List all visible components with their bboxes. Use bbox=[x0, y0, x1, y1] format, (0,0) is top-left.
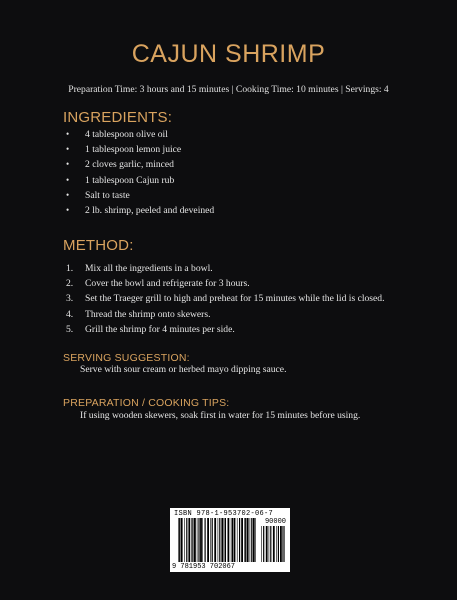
step-number: 5. bbox=[66, 323, 74, 335]
cooking-tips-heading: PREPARATION / COOKING TIPS: bbox=[63, 397, 230, 409]
barcode-bars-icon bbox=[178, 518, 256, 562]
bullet-icon: • bbox=[66, 129, 70, 139]
bullet-icon: • bbox=[66, 189, 70, 200]
isbn-number: ISBN 978-1-953702-06-7 bbox=[174, 510, 274, 518]
recipe-meta: Preparation Time: 3 hours and 15 minutes | Cooking Time: 10 minutes | Servings: 4 bbox=[68, 84, 389, 95]
ingredient-item: • Salt to taste bbox=[66, 188, 214, 203]
ingredient-item: • 2 cloves garlic, minced bbox=[66, 157, 214, 172]
bullet-icon: • bbox=[66, 144, 70, 155]
ingredient-item: • 2 lb. shrimp, peeled and deveined bbox=[66, 203, 214, 218]
cooking-tips-text: If using wooden skewers, soak first in water for 15 minutes before using. bbox=[80, 410, 361, 421]
ingredient-item: • 1 tablespoon Cajun rub bbox=[66, 173, 214, 188]
method-list bbox=[66, 261, 384, 337]
step-number: 3. bbox=[66, 293, 74, 305]
bullet-icon: • bbox=[66, 204, 70, 215]
barcode-price-code: 90000 bbox=[264, 518, 286, 526]
ingredient-item: • 4 tablespoon olive oil bbox=[66, 127, 214, 142]
serving-suggestion-heading: SERVING SUGGESTION: bbox=[63, 352, 190, 364]
method-step: 3. Set the Traeger grill to high and preheat for 15 minutes while the lid is closed. bbox=[66, 291, 384, 306]
method-step: 4. Thread the shrimp onto skewers. bbox=[66, 307, 384, 322]
recipe-title: CAJUN SHRIMP bbox=[131, 40, 326, 68]
isbn-barcode bbox=[170, 508, 290, 572]
barcode-addon-bars-icon bbox=[261, 526, 286, 562]
ingredients-list bbox=[66, 127, 214, 218]
method-step: 1. Mix all the ingredients in a bowl. bbox=[66, 261, 384, 276]
barcode-digits: 9 781953 702067 bbox=[172, 563, 236, 571]
ingredient-item: • 1 tablespoon lemon juice bbox=[66, 142, 214, 157]
step-number: 4. bbox=[66, 308, 74, 320]
method-step: 5. Grill the shrimp for 4 minutes per side. bbox=[66, 322, 384, 337]
bullet-icon: • bbox=[66, 174, 70, 185]
serving-suggestion-text: Serve with sour cream or herbed mayo dipping sauce. bbox=[80, 364, 287, 375]
ingredients-heading: INGREDIENTS: bbox=[63, 109, 173, 126]
step-number: 1. bbox=[66, 263, 74, 274]
method-step: 2. Cover the bowl and refrigerate for 3 hours. bbox=[66, 276, 384, 291]
method-heading: METHOD: bbox=[63, 237, 134, 254]
bullet-icon: • bbox=[66, 159, 70, 170]
step-number: 2. bbox=[66, 278, 74, 290]
